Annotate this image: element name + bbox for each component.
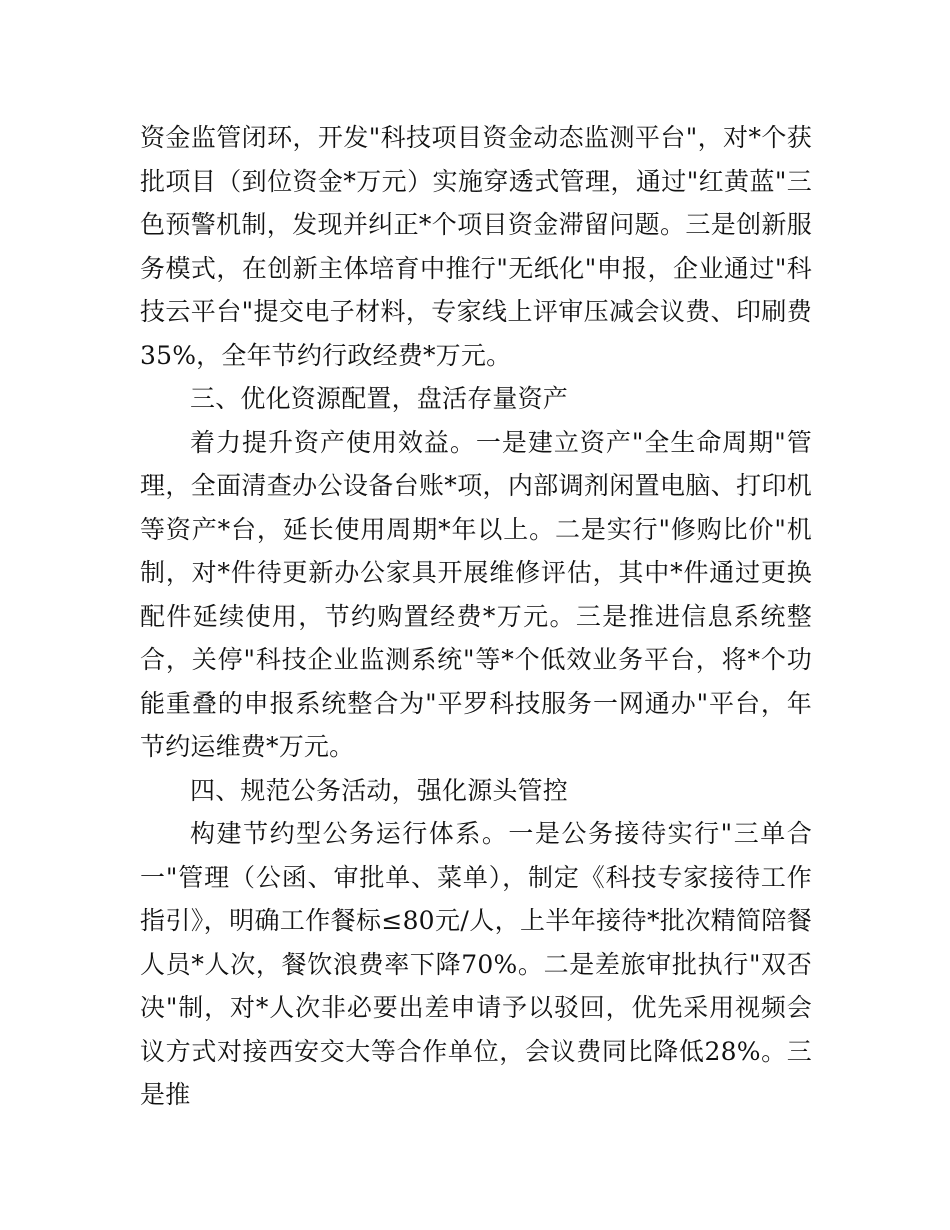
paragraph-asset-efficiency: 着力提升资产使用效益。一是建立资产"全生命周期"管理，全面清查办公设备台账*项，内部调剂闲置电脑、打印机等资产*台，延长使用周期*年以上。二是实行"修购比价"机制，对*件待更新办公家具开展维修评估，其中*件通过更换配件延续使用，节约购置经费*万元。三是推进信息系统整合，关停"科技企业监测系统"等*个低效业务平台，将*个功能重叠的申报系统整合为"平罗科技服务一网通办"平台，年节约运维费*万元。	[140, 427, 812, 761]
section-heading-3: 三、优化资源配置，盘活存量资产	[190, 384, 569, 413]
paragraph-official-activities: 构建节约型公务运行体系。一是公务接待实行"三单合一"管理（公函、审批单、菜单），制定《科技专家接待工作指引》，明确工作餐标≤80元/人，上半年接待*批次精简陪餐人员*人次，餐饮浪费率下降70%。二是差旅审批执行"双否决"制，对*人次非必要出差申请予以驳回，优先采用视频会议方式对接西安交大等合作单位，会议费同比降低28%。三是推	[140, 819, 812, 1109]
document-body	[140, 116, 812, 1117]
paragraph-fund-supervision: 资金监管闭环，开发"科技项目资金动态监测平台"，对*个获批项目（到位资金*万元）实施穿透式管理，通过"红黄蓝"三色预警机制，发现并纠正*个项目资金滞留问题。三是创新服务模式，在创新主体培育中推行"无纸化"申报，企业通过"科技云平台"提交电子材料，专家线上评审压减会议费、印刷费35%，全年节约行政经费*万元。	[140, 123, 812, 370]
section-heading-4: 四、规范公务活动，强化源头管控	[190, 775, 569, 805]
